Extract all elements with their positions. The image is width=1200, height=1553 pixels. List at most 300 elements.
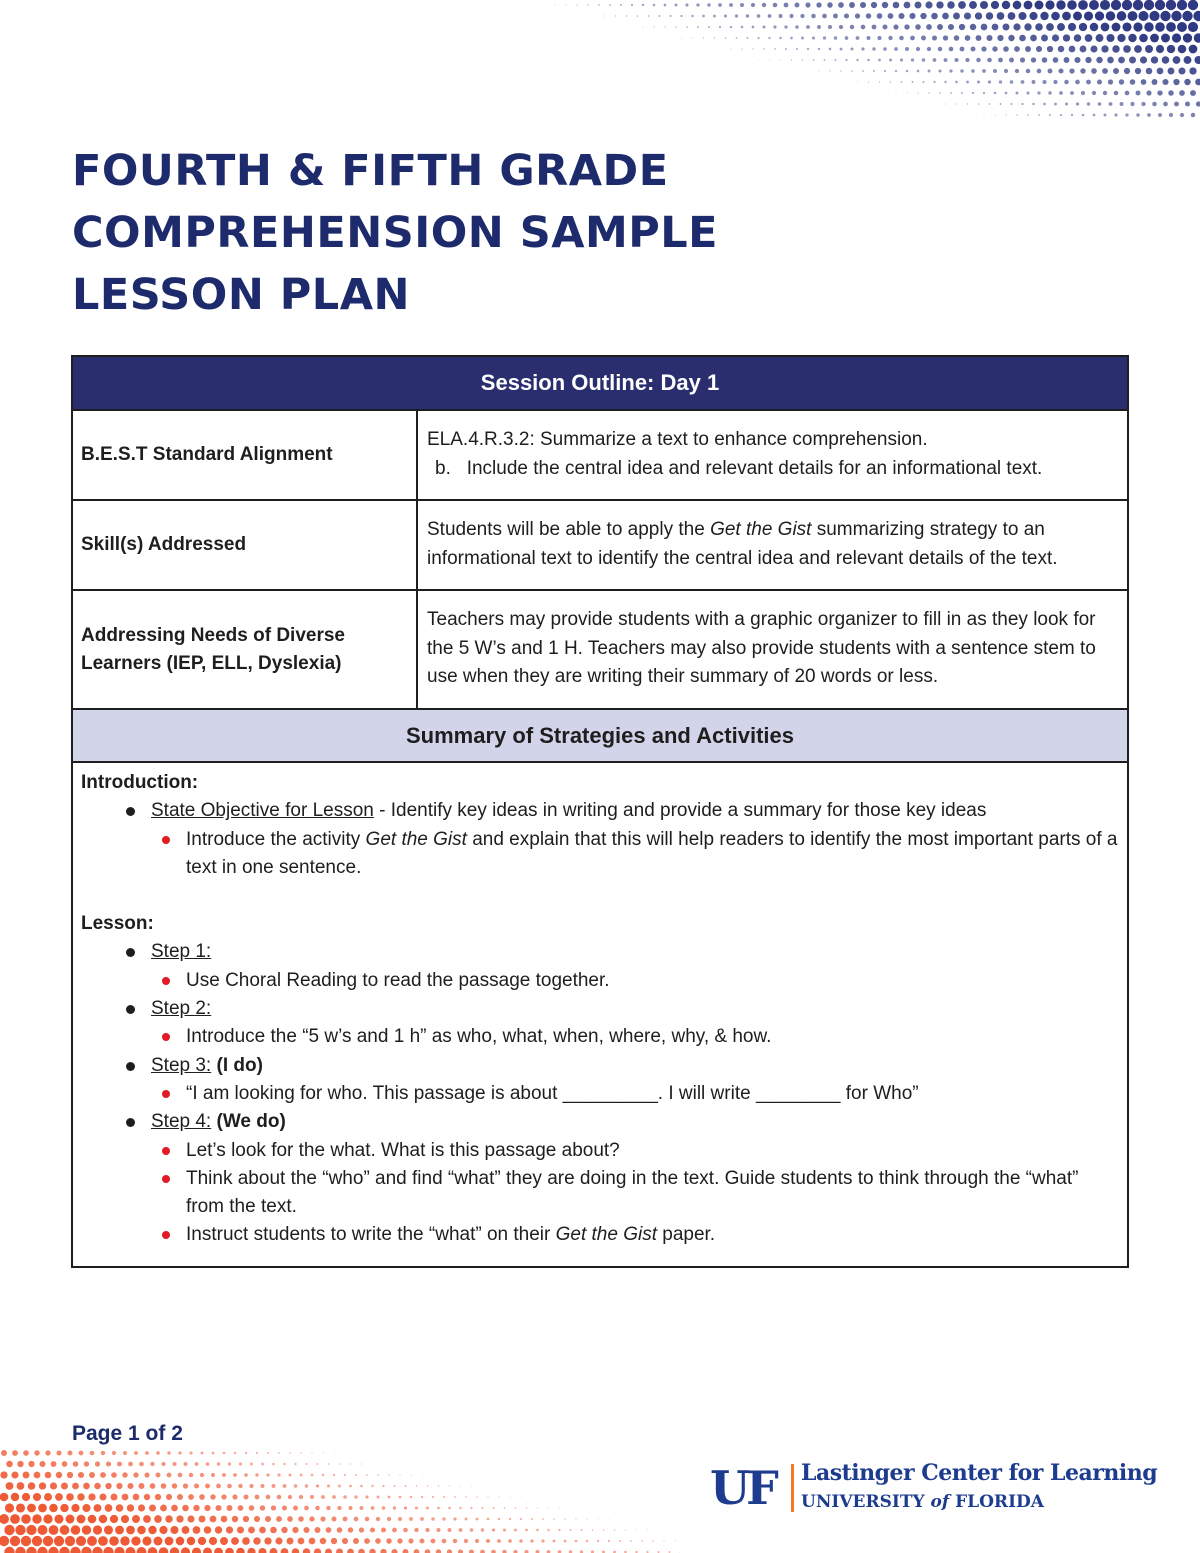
halftone-dot — [109, 1536, 119, 1546]
introduction-heading: Introduction: — [81, 772, 199, 793]
halftone-dot — [266, 1473, 269, 1476]
halftone-dot — [49, 1525, 59, 1535]
halftone-dot — [828, 25, 832, 29]
halftone-dot — [1128, 11, 1138, 21]
halftone-dot — [419, 1538, 424, 1543]
halftone-dot — [675, 4, 678, 7]
halftone-dot — [1177, 22, 1187, 32]
halftone-dot — [686, 26, 688, 28]
logo-line-1: Lastinger Center for Learning — [801, 1460, 1158, 1486]
halftone-dot — [894, 47, 898, 51]
list-item — [81, 1080, 1119, 1108]
halftone-dot — [350, 1463, 351, 1464]
halftone-dot — [905, 47, 909, 51]
halftone-dot — [372, 1463, 373, 1464]
halftone-dot — [270, 1548, 278, 1553]
halftone-dot — [142, 1536, 151, 1545]
halftone-dot — [260, 1505, 265, 1510]
halftone-dot — [1112, 45, 1119, 52]
halftone-dot — [325, 1548, 332, 1553]
halftone-dot — [720, 49, 721, 50]
halftone-dot — [1106, 34, 1114, 42]
halftone-dot — [182, 1505, 189, 1512]
halftone-dot — [333, 1474, 335, 1476]
halftone-dot — [289, 1474, 292, 1477]
halftone-dot — [800, 14, 804, 18]
halftone-dot — [680, 15, 682, 17]
halftone-dot — [702, 15, 705, 18]
halftone-dot — [1101, 45, 1108, 52]
session-outline-table — [71, 355, 1129, 1268]
halftone-dot — [73, 1461, 79, 1467]
step-label: Step 1: — [151, 941, 212, 963]
halftone-dot — [1136, 113, 1140, 117]
halftone-dot — [410, 1474, 411, 1475]
halftone-dot — [741, 48, 742, 49]
halftone-dot — [377, 1496, 380, 1499]
halftone-dot — [807, 48, 809, 50]
halftone-dot — [248, 1527, 255, 1534]
halftone-dot — [889, 59, 892, 62]
halftone-dot — [1189, 45, 1198, 54]
halftone-dot — [1177, 0, 1187, 10]
halftone-dot — [43, 1514, 52, 1523]
halftone-dot — [1048, 91, 1051, 94]
halftone-dot — [222, 1473, 226, 1477]
halftone-dot — [355, 1474, 357, 1476]
halftone-dot — [345, 1453, 346, 1454]
halftone-dot — [199, 1516, 206, 1523]
halftone-dot — [855, 13, 860, 18]
intro-sub-text-end: and explain that this will help readers to identify the most important parts of a text in one sentence. — [186, 828, 1118, 878]
halftone-dot — [615, 15, 616, 16]
halftone-dot — [816, 2, 821, 7]
halftone-dot — [608, 1540, 610, 1542]
halftone-dot — [937, 24, 943, 30]
halftone-dot — [116, 1504, 124, 1512]
halftone-dot — [900, 58, 903, 61]
halftone-dot — [992, 24, 999, 31]
halftone-dot — [630, 1540, 632, 1542]
halftone-dot — [365, 1495, 368, 1498]
halftone-dot — [845, 36, 849, 40]
halftone-dot — [289, 1452, 291, 1454]
halftone-dot — [121, 1515, 129, 1523]
halftone-dot — [343, 1517, 348, 1522]
halftone-dot — [459, 1507, 461, 1509]
halftone-dot — [806, 25, 810, 29]
halftone-dot — [369, 1549, 375, 1553]
halftone-dot — [1146, 90, 1151, 95]
halftone-dot — [543, 1497, 544, 1498]
halftone-dot — [1173, 56, 1181, 64]
halftone-dot — [392, 1528, 397, 1533]
halftone-dot — [877, 36, 881, 40]
halftone-dot — [231, 1537, 239, 1545]
halftone-dot — [1042, 80, 1046, 84]
halftone-dot — [120, 1536, 129, 1545]
halftone-dot — [304, 1506, 309, 1511]
halftone-dot — [866, 13, 871, 18]
step-detail-end: paper. — [656, 1224, 716, 1246]
halftone-dot — [454, 1496, 456, 1498]
halftone-dot — [247, 1548, 255, 1553]
halftone-dot — [818, 70, 819, 71]
halftone-dot — [244, 1495, 249, 1500]
halftone-dot — [674, 1540, 675, 1541]
halftone-dot — [620, 1519, 621, 1520]
halftone-dot — [172, 1483, 177, 1488]
halftone-dot — [298, 1538, 305, 1545]
halftone-dot — [636, 1529, 637, 1530]
halftone-dot — [470, 1528, 474, 1532]
halftone-dot — [593, 16, 594, 17]
halftone-dot — [1188, 0, 1198, 10]
halftone-dot — [370, 1527, 375, 1532]
halftone-dot — [159, 1547, 169, 1553]
halftone-dot — [784, 25, 787, 28]
halftone-dot — [1020, 57, 1025, 62]
halftone-dot — [1125, 91, 1130, 96]
halftone-dot — [161, 1462, 165, 1466]
halftone-dot — [1173, 79, 1179, 85]
halftone-dot — [909, 13, 915, 19]
halftone-dot — [740, 3, 744, 7]
halftone-dot — [718, 3, 722, 7]
uf-logo-mark: UF — [710, 1461, 775, 1515]
halftone-dot — [105, 1483, 111, 1489]
halftone-dot — [1043, 103, 1046, 106]
halftone-dot — [642, 4, 644, 6]
halftone-dot — [277, 1473, 280, 1476]
halftone-dot — [659, 38, 660, 39]
halftone-dot — [167, 1473, 172, 1478]
halftone-dot — [194, 1483, 199, 1488]
halftone-dot — [1009, 58, 1014, 63]
halftone-dot — [1104, 114, 1107, 117]
halftone-dot — [520, 1518, 522, 1520]
halftone-dot — [292, 1548, 300, 1553]
halftone-dot — [986, 12, 993, 19]
halftone-dot — [829, 48, 832, 51]
halftone-dot — [569, 1529, 571, 1531]
halftone-dot — [34, 1472, 41, 1479]
halftone-dot — [1191, 113, 1195, 117]
halftone-dot — [122, 1494, 129, 1501]
halftone-dot — [261, 1463, 264, 1466]
halftone-dot — [380, 1549, 386, 1553]
halftone-dot — [255, 1495, 260, 1500]
halftone-dot — [371, 1506, 375, 1510]
halftone-dot — [953, 13, 960, 20]
halftone-dot — [932, 35, 937, 40]
halftone-dot — [912, 81, 914, 83]
skills-addressed-label: Skill(s) Addressed — [72, 500, 417, 590]
halftone-dot — [276, 1516, 282, 1522]
halftone-dot — [917, 92, 918, 93]
halftone-dot — [922, 58, 926, 62]
objective-label: State Objective for Lesson — [151, 800, 374, 822]
halftone-dot — [51, 1461, 57, 1467]
halftone-dot — [56, 1472, 62, 1478]
halftone-dot — [992, 46, 997, 51]
halftone-dot — [769, 60, 770, 61]
halftone-dot — [95, 1461, 100, 1466]
halftone-dot — [1074, 57, 1080, 63]
halftone-dot — [497, 1539, 501, 1543]
halftone-dot — [938, 47, 942, 51]
halftone-dot — [237, 1526, 244, 1533]
halftone-dot — [641, 1540, 643, 1542]
halftone-dot — [1166, 22, 1176, 32]
halftone-dot — [381, 1528, 386, 1533]
halftone-dot — [277, 1495, 281, 1499]
halftone-dot — [1049, 114, 1051, 116]
logo-line-2 — [801, 1492, 1044, 1512]
halftone-dot — [873, 70, 875, 72]
halftone-dot — [227, 1505, 233, 1511]
halftone-dot — [138, 1504, 145, 1511]
halftone-dot — [835, 82, 836, 83]
halftone-dot — [950, 92, 952, 94]
halftone-dot — [874, 93, 875, 94]
halftone-dot — [508, 1539, 512, 1543]
halftone-dot — [915, 24, 921, 30]
halftone-dot — [272, 1484, 276, 1488]
halftone-dot — [1188, 22, 1198, 32]
halftone-dot — [354, 1495, 357, 1498]
halftone-dot — [403, 1528, 408, 1533]
halftone-dot — [303, 1527, 309, 1533]
halftone-dot — [1182, 11, 1192, 21]
halftone-dot — [860, 2, 866, 8]
halftone-dot — [1118, 57, 1125, 64]
halftone-dot — [11, 1493, 19, 1501]
halftone-dot — [981, 24, 988, 31]
standard-alignment-label: B.E.S.T Standard Alignment — [72, 410, 417, 500]
halftone-dot — [620, 4, 622, 6]
halftone-dot — [1147, 113, 1151, 117]
halftone-dot — [827, 2, 833, 8]
halftone-dot — [1184, 56, 1192, 64]
halftone-dot — [104, 1525, 113, 1534]
halftone-dot — [1152, 79, 1158, 85]
halftone-dot — [187, 1537, 195, 1545]
halftone-dot — [176, 1537, 185, 1546]
halftone-dot — [87, 1536, 97, 1546]
halftone-dot — [79, 1451, 84, 1456]
halftone-dot — [1060, 114, 1062, 116]
list-item — [81, 797, 1119, 825]
halftone-dot — [127, 1483, 133, 1489]
halftone-dot — [845, 59, 847, 61]
halftone-dot — [801, 37, 804, 40]
halftone-dot — [729, 3, 733, 7]
halftone-dot — [531, 1518, 533, 1520]
halftone-dot — [735, 14, 738, 17]
halftone-dot — [965, 35, 971, 41]
halftone-dot — [1155, 22, 1165, 32]
logo-of: of — [930, 1492, 950, 1512]
step-detail: Let’s look for the what. What is this passage about? — [186, 1139, 620, 1161]
halftone-dot — [270, 1527, 277, 1534]
halftone-dot — [970, 24, 976, 30]
halftone-dot — [970, 46, 975, 51]
halftone-dot — [878, 59, 881, 62]
step-4 — [81, 1108, 1119, 1136]
logo-divider — [791, 1464, 794, 1512]
halftone-dot — [961, 92, 963, 94]
halftone-dot — [49, 1504, 58, 1513]
halftone-dot — [730, 26, 732, 28]
bullet-icon — [162, 977, 170, 985]
halftone-dot — [480, 1550, 485, 1553]
halftone-dot — [59, 1547, 69, 1553]
halftone-dot — [188, 1494, 194, 1500]
halftone-dot — [110, 1515, 118, 1523]
halftone-dot — [1130, 79, 1136, 85]
halftone-dot — [298, 1516, 303, 1521]
halftone-dot — [0, 1471, 7, 1478]
halftone-dot — [1064, 57, 1070, 63]
halftone-dot — [492, 1528, 495, 1531]
halftone-dot — [558, 1529, 560, 1531]
halftone-dot — [697, 26, 699, 28]
halftone-dot — [868, 81, 869, 82]
halftone-dot — [359, 1527, 364, 1532]
halftone-dot — [487, 1518, 490, 1521]
halftone-dot — [1067, 0, 1077, 10]
step-label: Step 4: — [151, 1111, 212, 1133]
halftone-dot — [44, 1493, 52, 1501]
halftone-dot — [133, 1472, 138, 1477]
skills-text-end: summarizing strategy to an informational text to identify the central idea and relevant details of the text. — [427, 519, 1058, 569]
halftone-dot — [62, 1461, 68, 1467]
halftone-dot — [234, 1452, 236, 1454]
halftone-dot — [438, 1485, 439, 1486]
halftone-dot — [984, 115, 985, 116]
halftone-dot — [1059, 91, 1063, 95]
halftone-dot — [840, 48, 843, 51]
bullet-icon — [126, 1118, 135, 1127]
halftone-dot — [361, 1463, 362, 1464]
halftone-dot — [1015, 69, 1019, 73]
halftone-dot — [1058, 68, 1063, 73]
halftone-dot — [476, 1518, 479, 1521]
halftone-dot — [1194, 33, 1200, 43]
halftone-dot — [271, 1505, 276, 1510]
halftone-dot — [959, 24, 965, 30]
halftone-dot — [187, 1515, 194, 1522]
halftone-dot — [1103, 91, 1107, 95]
halftone-dot — [1120, 102, 1124, 106]
halftone-dot — [659, 15, 661, 17]
halftone-dot — [1032, 103, 1034, 105]
halftone-dot — [198, 1537, 206, 1545]
halftone-dot — [1169, 113, 1173, 117]
halftone-dot — [1053, 57, 1059, 63]
halftone-dot — [349, 1485, 352, 1488]
halftone-dot — [203, 1548, 212, 1553]
halftone-dot — [559, 1508, 560, 1509]
halftone-dot — [182, 1526, 190, 1534]
halftone-dot — [256, 1452, 258, 1454]
halftone-dot — [954, 35, 959, 40]
halftone-dot — [77, 1515, 86, 1524]
halftone-dot — [1071, 114, 1073, 116]
halftone-dot — [60, 1525, 70, 1535]
halftone-dot — [938, 69, 941, 72]
halftone-dot — [856, 59, 858, 61]
halftone-dot — [866, 36, 870, 40]
halftone-dot — [1150, 34, 1159, 43]
halftone-dot — [1194, 56, 1200, 64]
halftone-dot — [922, 81, 924, 83]
halftone-dot — [955, 81, 958, 84]
halftone-dot — [189, 1451, 192, 1454]
halftone-dot — [986, 35, 992, 41]
step-label: Step 2: — [151, 998, 212, 1020]
halftone-dot — [160, 1505, 167, 1512]
halftone-dot — [1102, 68, 1108, 74]
halftone-dot — [1166, 0, 1176, 10]
halftone-dot — [220, 1537, 228, 1545]
halftone-dot — [28, 1482, 36, 1490]
halftone-dot — [1152, 102, 1157, 107]
halftone-dot — [27, 1504, 36, 1513]
halftone-dot — [1040, 12, 1048, 20]
halftone-dot — [796, 48, 798, 50]
halftone-dot — [482, 1486, 483, 1487]
halftone-dot — [493, 1507, 495, 1509]
halftone-dot — [872, 25, 877, 30]
halftone-dot — [170, 1547, 179, 1553]
halftone-dot — [834, 59, 836, 61]
bullet-icon — [162, 1033, 170, 1041]
halftone-dot — [906, 92, 907, 93]
halftone-dot — [449, 1485, 450, 1486]
halftone-dot — [165, 1515, 172, 1522]
halftone-dot — [310, 1495, 314, 1499]
halftone-dot — [653, 26, 654, 27]
halftone-dot — [114, 1547, 124, 1553]
halftone-dot — [398, 1517, 402, 1521]
list-item — [81, 826, 1119, 883]
sub-item-marker: b. — [435, 457, 451, 479]
halftone-dot — [724, 14, 727, 17]
halftone-dot — [1140, 56, 1147, 63]
halftone-dot — [972, 92, 974, 94]
halftone-dot — [1178, 45, 1187, 54]
logo-university: UNIVERSITY — [801, 1492, 931, 1512]
skills-addressed-value — [417, 500, 1128, 590]
halftone-dot — [1093, 114, 1096, 117]
halftone-dot — [1076, 102, 1079, 105]
halftone-dot — [210, 1494, 215, 1499]
halftone-dot — [509, 1496, 510, 1497]
halftone-dot — [877, 13, 883, 19]
halftone-dot — [388, 1496, 391, 1499]
halftone-dot — [245, 1452, 247, 1454]
halftone-dot — [1084, 11, 1093, 20]
halftone-dot — [475, 1539, 479, 1543]
halftone-dot — [204, 1526, 212, 1534]
halftone-dot — [254, 1516, 260, 1522]
halftone-dot — [238, 1505, 244, 1511]
halftone-dot — [167, 1451, 170, 1454]
diverse-learners-label: Addressing Needs of Diverse Learners (IEP, ELL, Dyslexia) — [72, 590, 417, 709]
halftone-dot — [1174, 102, 1179, 107]
